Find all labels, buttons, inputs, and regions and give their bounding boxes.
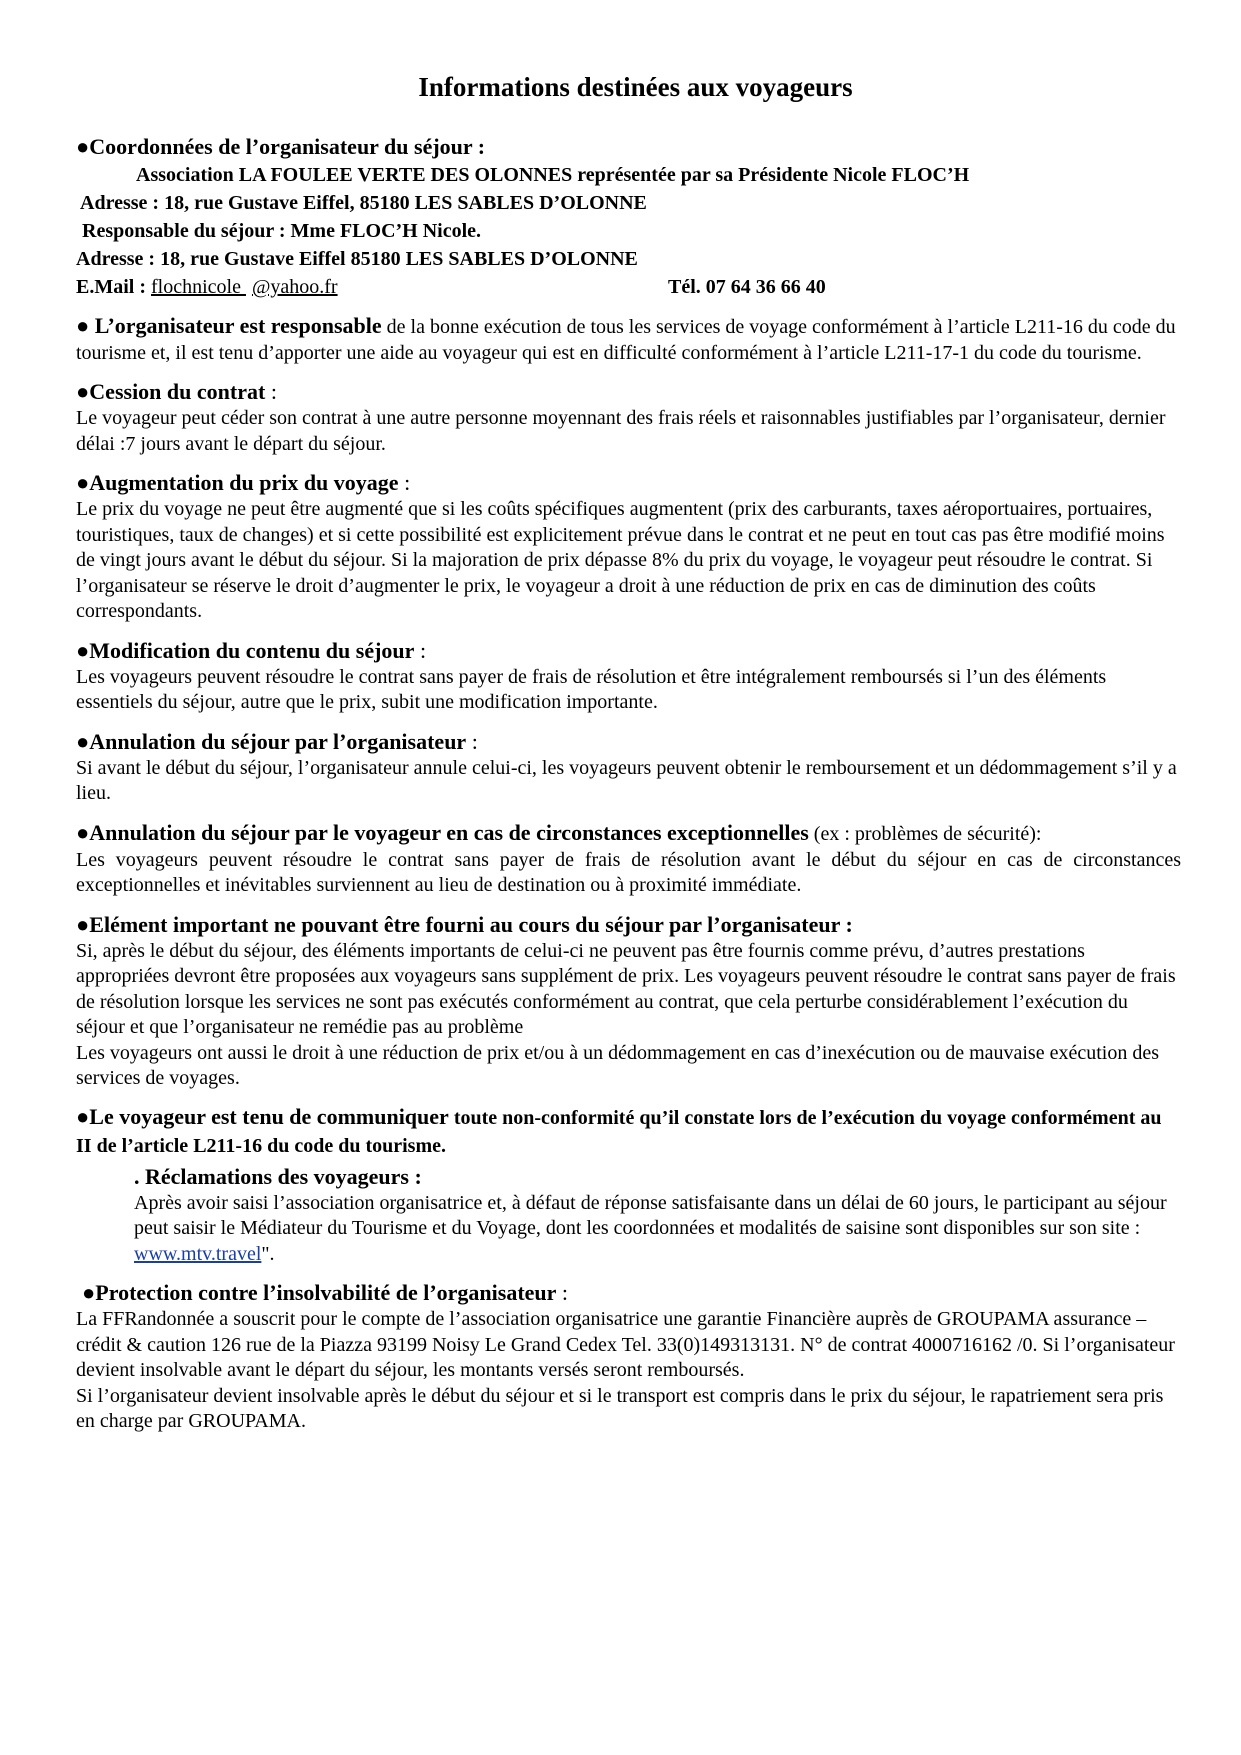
section-communicate (76, 1104, 1181, 1268)
claims-after-link: ". (261, 1242, 275, 1265)
cancel-org-heading: ●Annulation du séjour par l’organisateur (76, 728, 467, 754)
section-cancel-organizer (76, 728, 1181, 807)
organizer-address: Adresse : 18, rue Gustave Eiffel, 85180 LES SABLES D’OLONNE (80, 192, 647, 214)
page-title: Informations destinées aux voyageurs (418, 72, 853, 102)
insolvency-heading: ●Protection contre l’insolvabilité de l’organisateur (82, 1280, 557, 1305)
section-modification (76, 637, 1181, 716)
email-user[interactable]: flochnicole (151, 276, 246, 298)
section-price (76, 469, 1181, 625)
section-cession (76, 378, 1181, 457)
phone-number: Tél. 07 64 36 66 40 (668, 276, 826, 298)
element-text-1: Si, après le début du séjour, des éléments importants de celui-ci ne peuvent pas être fournis comme prévu, d’autres prestations appropriées devront être proposées aux voyageurs sans supplément de prix. Les voyageurs peuvent résoudre le contrat sans payer de frais de résolution lorsque les services ne sont pas exécutés conformément au contrat, que cela perturbe considérablement l’exécution du séjour et que l’organisateur ne remédie pas au problème (76, 939, 1176, 1038)
email-domain[interactable]: @yahoo.fr (251, 276, 338, 298)
organizer-association: Association LA FOULEE VERTE DES OLONNES représentée par sa Présidente Nicole FLOC’H (136, 164, 970, 186)
organizer-manager: Responsable du séjour : Mme FLOC’H Nicole. (82, 220, 482, 242)
manager-address: Adresse : 18, rue Gustave Eiffel 85180 LES SABLES D’OLONNE (76, 248, 638, 270)
claims-heading: . Réclamations des voyageurs : (134, 1163, 422, 1189)
cancel-org-colon: : (466, 728, 478, 754)
modification-heading: ●Modification du contenu du séjour (76, 637, 415, 663)
claims-text: Après avoir saisi l’association organisatrice et, à défaut de réponse satisfaisante dans un délai de 60 jours, le participant au séjour peut saisir le Médiateur du Tourisme et du Voyage, dont les coordonnées et modalités de saisine sont disponibles sur son site : (134, 1191, 1167, 1239)
price-text: Le prix du voyage ne peut être augmenté que si les coûts spécifiques augmentent (prix des carburants, taxes aéroportuaires, portuaires, touristiques, taux de changes) et si cette possibilité est explicitement prévue dans le contrat et ne peut en tout cas pas être modifié moins de vingt jours avant le début du séjour. Si la majoration de prix dépasse 8% du prix du voyage, le voyageur peut résoudre le contrat. Si l’organisateur se réserve le droit d’augmenter le prix, le voyageur a droit à une réduction de prix en cas de diminution des coûts correspondants. (76, 498, 1165, 622)
section-insolvency (76, 1279, 1181, 1435)
section-responsible (76, 313, 1181, 366)
insolvency-text-1: La FFRandonnée a souscrit pour le compte de l’association organisatrice une garantie Financière auprès de GROUPAMA assurance –crédit & caution 126 rue de la Piazza 93199 Noisy Le Grand Cedex Tel. 33(0)149313131. N° de contrat 4000716162 /0. Si l’organisateur devient insolvable avant le départ du séjour, les montants versés seront remboursés. (76, 1308, 1175, 1381)
cession-text: Le voyageur peut céder son contrat à une autre personne moyennant des frais réels et raisonnables justifiables par l’organisateur, dernier délai :7 jours avant le départ du séjour. (76, 407, 1166, 455)
organizer-heading: ●Coordonnées de l’organisateur du séjour : (76, 134, 486, 159)
insolvency-colon: : (556, 1280, 569, 1305)
cancel-org-text: Si avant le début du séjour, l’organisateur annule celui-ci, les voyageurs peuvent obtenir le remboursement et un dédommagement s’il y a lieu. (76, 756, 1177, 804)
cession-colon: : (265, 379, 277, 404)
claims-block (76, 1163, 1181, 1268)
element-text-2: Les voyageurs ont aussi le droit à une réduction de prix et/ou à un dédommagement en cas d’inexécution ou de mauvaise exécution des services de voyages. (76, 1041, 1159, 1089)
modification-colon: : (414, 637, 427, 663)
communicate-lead: ●Le voyageur est tenu de communiquer (76, 1103, 449, 1129)
responsible-lead: ● L’organisateur est responsable (76, 313, 382, 338)
price-colon: : (398, 470, 411, 495)
section-element (76, 911, 1181, 1092)
modification-text: Les voyageurs peuvent résoudre le contrat sans payer de frais de résolution et être intégralement remboursés si l’un des éléments essentiels du séjour, autre que le prix, subit une modification importante. (76, 665, 1107, 713)
insolvency-text-2: Si l’organisateur devient insolvable après le début du séjour et si le transport est compris dans le prix du séjour, le rapatriement sera pris en charge par GROUPAMA. (76, 1384, 1164, 1432)
email-label: E.Mail : (76, 276, 151, 298)
cession-heading: ●Cession du contrat (76, 379, 266, 404)
cancel-traveler-note: (ex : problèmes de sécurité): (808, 822, 1042, 845)
contact-row (76, 273, 1181, 301)
communicate-text: toute non-conformité qu’il constate lors de l’exécution du voyage conformément au II de l’article L211-16 du code du tourisme. (76, 1106, 1162, 1157)
responsible-text: de la bonne exécution de tous les services de voyage conformément à l’article L211-16 du code du tourisme et, il est tenu d’apporter une aide au voyageur qui est en difficulté conformément à l’article L211-17-1 du code du tourisme. (76, 316, 1176, 364)
cancel-traveler-text: Les voyageurs peuvent résoudre le contrat sans payer de frais de résolution avant le début du séjour en cas de circonstances exceptionnelles et inévitables surviennent au lieu de destination ou à proximité immédiate. (76, 848, 1181, 896)
mtv-link[interactable]: www.mtv.travel (134, 1242, 262, 1265)
cancel-traveler-heading: ●Annulation du séjour par le voyageur en cas de circonstances exceptionnelles (76, 819, 809, 845)
price-heading: ●Augmentation du prix du voyage (76, 470, 399, 495)
section-cancel-traveler (76, 819, 1181, 899)
element-heading: ●Elément important ne pouvant être fourni au cours du séjour par l’organisateur : (76, 911, 853, 937)
section-organizer (76, 133, 1181, 301)
